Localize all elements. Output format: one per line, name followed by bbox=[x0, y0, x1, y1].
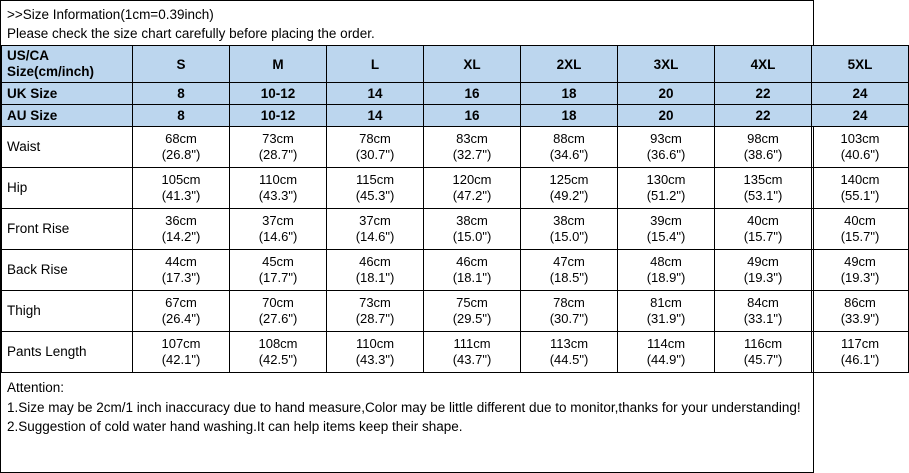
back-rise-3xl bbox=[618, 250, 715, 291]
header-cell-size-m: M bbox=[230, 46, 327, 83]
row-label-thigh: Thigh bbox=[2, 291, 133, 332]
au-size-4xl: 22 bbox=[715, 105, 812, 127]
table-row bbox=[2, 127, 909, 168]
pants-length-5xl-cm: 117cm bbox=[840, 336, 880, 352]
hip-xl-inch: (47.2") bbox=[452, 188, 492, 204]
attention-note-2: 2.Suggestion of cold water hand washing.It can help items keep their shape. bbox=[7, 419, 463, 435]
table-row bbox=[2, 209, 909, 250]
thigh-2xl bbox=[521, 291, 618, 332]
hip-2xl bbox=[521, 168, 618, 209]
front-rise-s-cm: 36cm bbox=[165, 213, 197, 229]
waist-xl bbox=[424, 127, 521, 168]
header-label-uk-size: UK Size bbox=[2, 83, 133, 105]
thigh-l bbox=[327, 291, 424, 332]
size-chart-table bbox=[1, 45, 909, 373]
hip-xl-cm: 120cm bbox=[452, 172, 492, 188]
header-block bbox=[1, 1, 813, 45]
back-rise-xl-cm: 46cm bbox=[456, 254, 488, 270]
pants-length-4xl bbox=[715, 332, 812, 373]
thigh-3xl bbox=[618, 291, 715, 332]
back-rise-l-inch: (18.1") bbox=[355, 270, 395, 286]
back-rise-l bbox=[327, 250, 424, 291]
uk-size-3xl: 20 bbox=[618, 83, 715, 105]
pants-length-m-cm: 108cm bbox=[258, 336, 298, 352]
row-label-pants-length: Pants Length bbox=[2, 332, 133, 373]
back-rise-4xl-cm: 49cm bbox=[747, 254, 779, 270]
waist-4xl-inch: (38.6") bbox=[743, 147, 783, 163]
back-rise-3xl-cm: 48cm bbox=[650, 254, 682, 270]
pants-length-2xl-inch: (44.5") bbox=[549, 352, 589, 368]
hip-2xl-cm: 125cm bbox=[549, 172, 589, 188]
front-rise-xl bbox=[424, 209, 521, 250]
header-label-line2: Size(cm/inch) bbox=[7, 64, 95, 80]
pants-length-m-inch: (42.5") bbox=[258, 352, 298, 368]
front-rise-xl-inch: (15.0") bbox=[452, 229, 492, 245]
hip-3xl-inch: (51.2") bbox=[646, 188, 686, 204]
waist-m-cm: 73cm bbox=[262, 131, 294, 147]
waist-l bbox=[327, 127, 424, 168]
pants-length-s-inch: (42.1") bbox=[161, 352, 201, 368]
table-row bbox=[2, 250, 909, 291]
front-rise-4xl-cm: 40cm bbox=[747, 213, 779, 229]
front-rise-4xl-inch: (15.7") bbox=[743, 229, 783, 245]
hip-4xl-inch: (53.1") bbox=[743, 188, 783, 204]
pants-length-3xl bbox=[618, 332, 715, 373]
attention-block bbox=[1, 373, 813, 472]
waist-l-cm: 78cm bbox=[359, 131, 391, 147]
front-rise-2xl-inch: (15.0") bbox=[549, 229, 589, 245]
back-rise-4xl bbox=[715, 250, 812, 291]
back-rise-l-cm: 46cm bbox=[359, 254, 391, 270]
thigh-xl bbox=[424, 291, 521, 332]
back-rise-3xl-inch: (18.9") bbox=[646, 270, 686, 286]
front-rise-5xl-cm: 40cm bbox=[844, 213, 876, 229]
hip-5xl bbox=[812, 168, 909, 209]
thigh-3xl-inch: (31.9") bbox=[646, 311, 686, 327]
pants-length-3xl-inch: (44.9") bbox=[646, 352, 686, 368]
hip-l-cm: 115cm bbox=[355, 172, 395, 188]
front-rise-2xl bbox=[521, 209, 618, 250]
waist-3xl-cm: 93cm bbox=[650, 131, 682, 147]
back-rise-xl bbox=[424, 250, 521, 291]
attention-heading: Attention: bbox=[7, 380, 65, 396]
header-label-line1: US/CA bbox=[7, 48, 50, 64]
back-rise-m-cm: 45cm bbox=[262, 254, 294, 270]
size-info-title: >>Size Information(1cm=0.39inch) bbox=[7, 7, 214, 22]
thigh-xl-inch: (29.5") bbox=[452, 311, 492, 327]
waist-2xl-inch: (34.6") bbox=[549, 147, 589, 163]
thigh-xl-cm: 75cm bbox=[456, 295, 488, 311]
front-rise-xl-cm: 38cm bbox=[456, 213, 488, 229]
waist-xl-inch: (32.7") bbox=[452, 147, 492, 163]
front-rise-4xl bbox=[715, 209, 812, 250]
pants-length-5xl-inch: (46.1") bbox=[840, 352, 880, 368]
back-rise-5xl bbox=[812, 250, 909, 291]
back-rise-s-inch: (17.3") bbox=[161, 270, 201, 286]
back-rise-m-inch: (17.7") bbox=[258, 270, 298, 286]
pants-length-xl-inch: (43.7") bbox=[452, 352, 492, 368]
row-label-waist: Waist bbox=[2, 127, 133, 168]
pants-length-2xl-cm: 113cm bbox=[549, 336, 589, 352]
thigh-5xl bbox=[812, 291, 909, 332]
front-rise-m bbox=[230, 209, 327, 250]
size-info-subtitle: Please check the size chart carefully before placing the order. bbox=[7, 26, 375, 42]
attention-note-1: 1.Size may be 2cm/1 inch inaccuracy due to hand measure,Color may be little different due to monitor,thanks for your understanding! bbox=[7, 399, 801, 415]
uk-size-l: 14 bbox=[327, 83, 424, 105]
waist-2xl-cm: 88cm bbox=[553, 131, 585, 147]
back-rise-m bbox=[230, 250, 327, 291]
thigh-5xl-cm: 86cm bbox=[844, 295, 876, 311]
header-cell-size-xl: XL bbox=[424, 46, 521, 83]
header-label-usca-size bbox=[2, 46, 133, 83]
au-size-s: 8 bbox=[133, 105, 230, 127]
waist-3xl-inch: (36.6") bbox=[646, 147, 686, 163]
table-row bbox=[2, 168, 909, 209]
front-rise-5xl bbox=[812, 209, 909, 250]
pants-length-l-inch: (43.3") bbox=[355, 352, 395, 368]
hip-5xl-inch: (55.1") bbox=[840, 188, 880, 204]
waist-m bbox=[230, 127, 327, 168]
back-rise-2xl bbox=[521, 250, 618, 291]
pants-length-4xl-inch: (45.7") bbox=[743, 352, 783, 368]
uk-size-2xl: 18 bbox=[521, 83, 618, 105]
uk-size-s: 8 bbox=[133, 83, 230, 105]
waist-2xl bbox=[521, 127, 618, 168]
pants-length-s bbox=[133, 332, 230, 373]
uk-size-4xl: 22 bbox=[715, 83, 812, 105]
front-rise-l bbox=[327, 209, 424, 250]
front-rise-l-cm: 37cm bbox=[359, 213, 391, 229]
hip-m-inch: (43.3") bbox=[258, 188, 298, 204]
front-rise-3xl-cm: 39cm bbox=[650, 213, 682, 229]
header-cell-size-5xl: 5XL bbox=[812, 46, 909, 83]
thigh-4xl bbox=[715, 291, 812, 332]
pants-length-2xl bbox=[521, 332, 618, 373]
back-rise-xl-inch: (18.1") bbox=[452, 270, 492, 286]
header-cell-size-s: S bbox=[133, 46, 230, 83]
thigh-2xl-inch: (30.7") bbox=[549, 311, 589, 327]
waist-s bbox=[133, 127, 230, 168]
thigh-3xl-cm: 81cm bbox=[650, 295, 682, 311]
thigh-s-inch: (26.4") bbox=[161, 311, 201, 327]
pants-length-xl bbox=[424, 332, 521, 373]
back-rise-4xl-inch: (19.3") bbox=[743, 270, 783, 286]
thigh-m bbox=[230, 291, 327, 332]
pants-length-5xl bbox=[812, 332, 909, 373]
front-rise-s bbox=[133, 209, 230, 250]
back-rise-s-cm: 44cm bbox=[165, 254, 197, 270]
thigh-m-cm: 70cm bbox=[262, 295, 294, 311]
au-size-l: 14 bbox=[327, 105, 424, 127]
hip-l bbox=[327, 168, 424, 209]
front-rise-l-inch: (14.6") bbox=[355, 229, 395, 245]
front-rise-m-inch: (14.6") bbox=[258, 229, 298, 245]
au-size-2xl: 18 bbox=[521, 105, 618, 127]
thigh-s bbox=[133, 291, 230, 332]
hip-5xl-cm: 140cm bbox=[840, 172, 880, 188]
thigh-4xl-inch: (33.1") bbox=[743, 311, 783, 327]
hip-s-inch: (41.3") bbox=[161, 188, 201, 204]
pants-length-s-cm: 107cm bbox=[161, 336, 201, 352]
au-size-3xl: 20 bbox=[618, 105, 715, 127]
table-row bbox=[2, 332, 909, 373]
front-rise-s-inch: (14.2") bbox=[161, 229, 201, 245]
table-row bbox=[2, 291, 909, 332]
uk-size-m: 10-12 bbox=[230, 83, 327, 105]
pants-length-4xl-cm: 116cm bbox=[743, 336, 783, 352]
au-size-m: 10-12 bbox=[230, 105, 327, 127]
pants-length-l-cm: 110cm bbox=[355, 336, 395, 352]
thigh-2xl-cm: 78cm bbox=[553, 295, 585, 311]
hip-2xl-inch: (49.2") bbox=[549, 188, 589, 204]
waist-3xl bbox=[618, 127, 715, 168]
thigh-l-inch: (28.7") bbox=[355, 311, 395, 327]
waist-5xl-inch: (40.6") bbox=[840, 147, 880, 163]
front-rise-3xl bbox=[618, 209, 715, 250]
back-rise-2xl-cm: 47cm bbox=[553, 254, 585, 270]
uk-size-5xl: 24 bbox=[812, 83, 909, 105]
au-size-xl: 16 bbox=[424, 105, 521, 127]
hip-3xl-cm: 130cm bbox=[646, 172, 686, 188]
table-header-row-size bbox=[2, 46, 909, 83]
pants-length-xl-cm: 111cm bbox=[453, 336, 491, 352]
header-label-au-size: AU Size bbox=[2, 105, 133, 127]
thigh-l-cm: 73cm bbox=[359, 295, 391, 311]
pants-length-l bbox=[327, 332, 424, 373]
pants-length-3xl-cm: 114cm bbox=[646, 336, 686, 352]
waist-m-inch: (28.7") bbox=[258, 147, 298, 163]
waist-4xl bbox=[715, 127, 812, 168]
front-rise-5xl-inch: (15.7") bbox=[840, 229, 880, 245]
front-rise-m-cm: 37cm bbox=[262, 213, 294, 229]
waist-5xl bbox=[812, 127, 909, 168]
front-rise-3xl-inch: (15.4") bbox=[646, 229, 686, 245]
header-cell-size-3xl: 3XL bbox=[618, 46, 715, 83]
waist-4xl-cm: 98cm bbox=[747, 131, 779, 147]
row-label-back-rise: Back Rise bbox=[2, 250, 133, 291]
waist-s-inch: (26.8") bbox=[161, 147, 201, 163]
thigh-5xl-inch: (33.9") bbox=[840, 311, 880, 327]
waist-l-inch: (30.7") bbox=[355, 147, 395, 163]
thigh-4xl-cm: 84cm bbox=[747, 295, 779, 311]
row-label-front-rise: Front Rise bbox=[2, 209, 133, 250]
hip-xl bbox=[424, 168, 521, 209]
hip-m-cm: 110cm bbox=[258, 172, 298, 188]
hip-m bbox=[230, 168, 327, 209]
row-label-hip: Hip bbox=[2, 168, 133, 209]
back-rise-s bbox=[133, 250, 230, 291]
hip-4xl-cm: 135cm bbox=[743, 172, 783, 188]
waist-5xl-cm: 103cm bbox=[840, 131, 880, 147]
thigh-m-inch: (27.6") bbox=[258, 311, 298, 327]
header-cell-size-4xl: 4XL bbox=[715, 46, 812, 83]
header-cell-size-l: L bbox=[327, 46, 424, 83]
header-cell-size-2xl: 2XL bbox=[521, 46, 618, 83]
front-rise-2xl-cm: 38cm bbox=[553, 213, 585, 229]
table-header-row-uk-size bbox=[2, 83, 909, 105]
waist-s-cm: 68cm bbox=[165, 131, 197, 147]
back-rise-2xl-inch: (18.5") bbox=[549, 270, 589, 286]
hip-s-cm: 105cm bbox=[161, 172, 201, 188]
hip-3xl bbox=[618, 168, 715, 209]
table-header-row-au-size bbox=[2, 105, 909, 127]
hip-s bbox=[133, 168, 230, 209]
back-rise-5xl-cm: 49cm bbox=[844, 254, 876, 270]
uk-size-xl: 16 bbox=[424, 83, 521, 105]
au-size-5xl: 24 bbox=[812, 105, 909, 127]
thigh-s-cm: 67cm bbox=[165, 295, 197, 311]
waist-xl-cm: 83cm bbox=[456, 131, 488, 147]
pants-length-m bbox=[230, 332, 327, 373]
hip-4xl bbox=[715, 168, 812, 209]
back-rise-5xl-inch: (19.3") bbox=[840, 270, 880, 286]
hip-l-inch: (45.3") bbox=[355, 188, 395, 204]
